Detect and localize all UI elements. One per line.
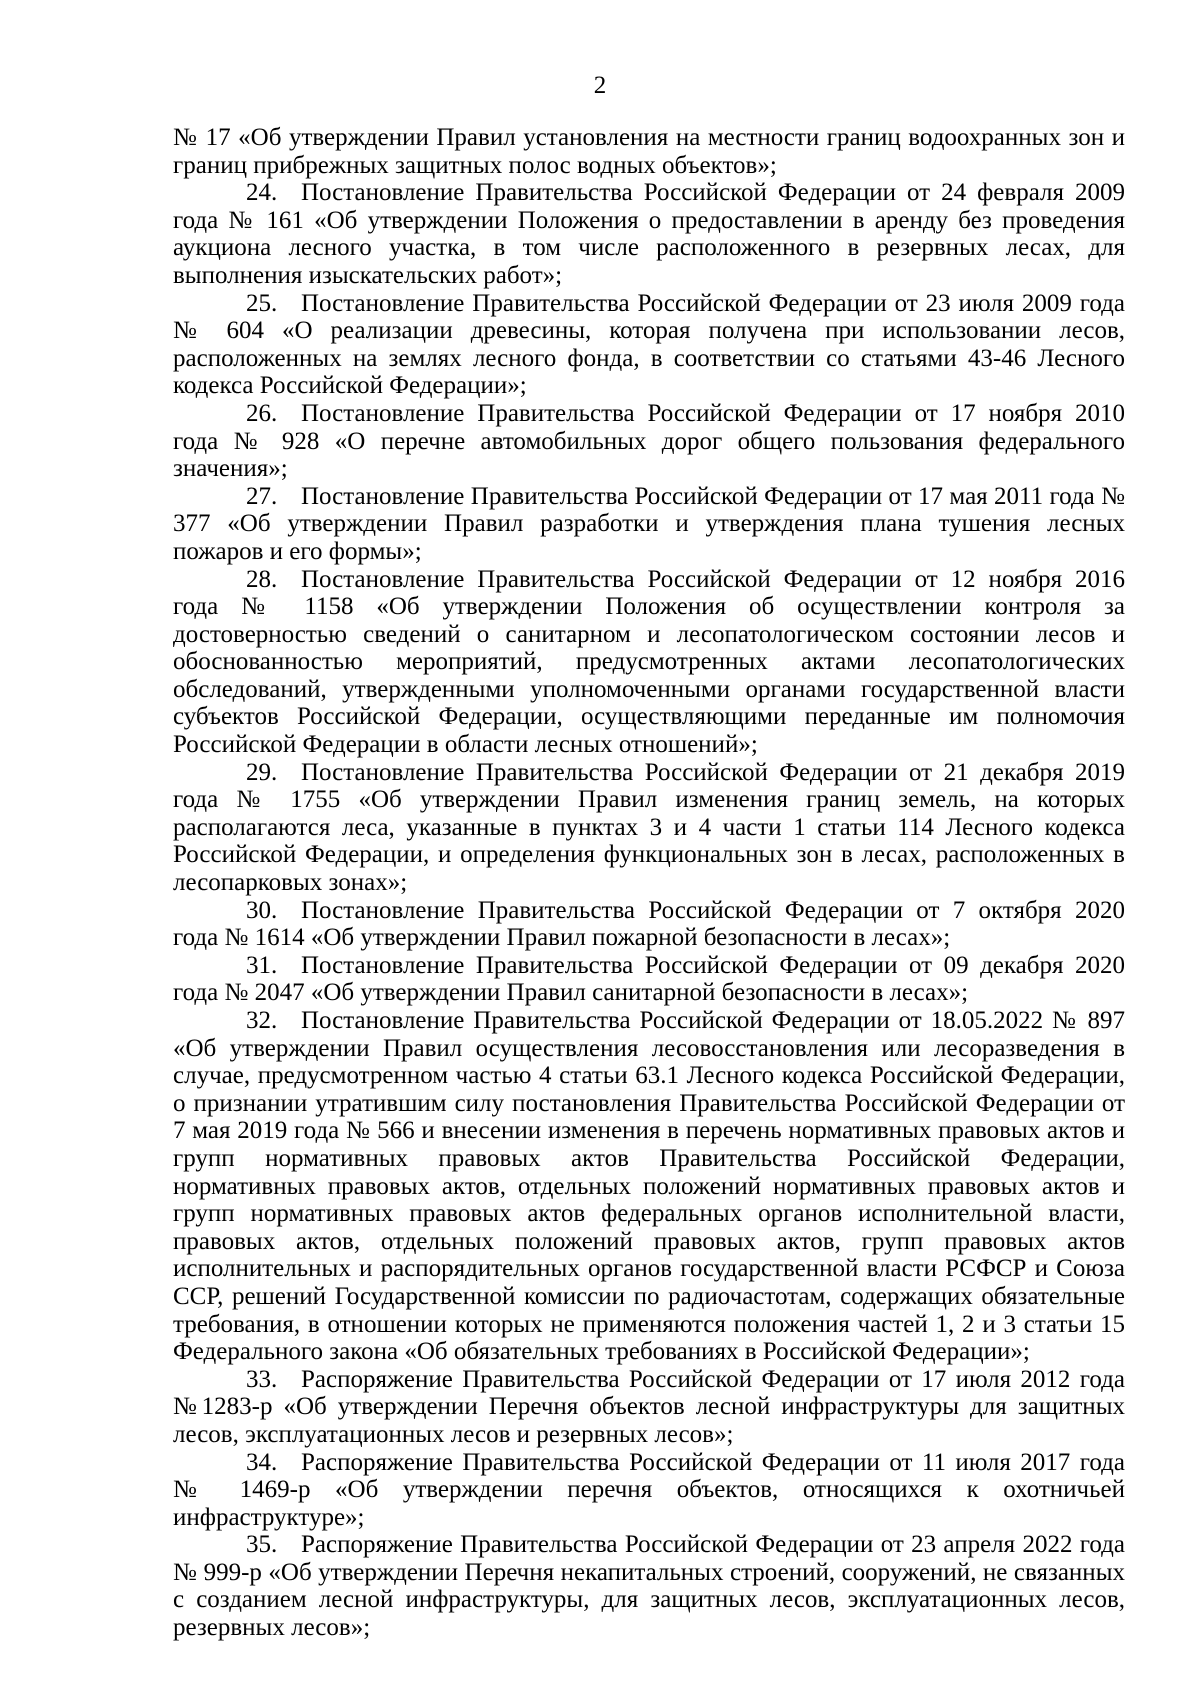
list-item-text: Постановление Правительства Российской Федерации от 23 июля 2009 года № 604 «О реализации древесины, которая получена при использовании лесов, расположенных на землях лесного фонда, в соответствии со статьями 43-46 Лесного кодекса Российской Федерации»; [173, 289, 1125, 400]
list-item [173, 1449, 1125, 1532]
list-item-number: 32. [246, 1007, 278, 1034]
continuation-paragraph: № 17 «Об утверждении Правил установления на местности границ водоохранных зон и границ прибрежных защитных полос водных объектов»; [173, 124, 1125, 179]
list-item [173, 290, 1125, 400]
list-item-number: 27. [246, 482, 278, 510]
list-item-number: 35. [246, 1531, 278, 1559]
list-item-text: Распоряжение Правительства Российской Федерации от 17 июля 2012 года №1283-р «Об утверждении Перечня объектов лесной инфраструктуры для защитных лесов, эксплуатационных лесов и резервных лесов»; [173, 1365, 1125, 1448]
list-item-text: Постановление Правительства Российской Федерации от 17 ноября 2010 года № 928 «О перечне автомобильных дорог общего пользования федерального значения»; [173, 399, 1125, 483]
list-item [173, 483, 1125, 566]
list-item [173, 1366, 1125, 1449]
list-item-text: Постановление Правительства Российской Федерации от 17 мая 2011 года № 377 «Об утверждении Правил разработки и утверждения плана тушения лесных пожаров и его формы»; [173, 482, 1125, 565]
list-item-number: 26. [246, 399, 278, 427]
list-item [173, 952, 1125, 1007]
list-item [173, 1531, 1125, 1641]
list-item [173, 897, 1125, 952]
list-item-text: Постановление Правительства Российской Федерации от 12 ноября 2016 года № 1158 «Об утверждении Положения об осуществлении контроля за достоверностью сведений о санитарном и лесопатологическом состоянии лесов и обоснованностью мероприятий, предусмотренных актами лесопатологических обследований, утвержденными уполномоченными органами государственной власти субъектов Российской Федерации, осуществляющими переданные им полномочия Российской Федерации в области лесных отношений»; [173, 565, 1125, 759]
list-item-text: Постановление Правительства Российской Федерации от 24 февраля 2009 года № 161 «Об утверждении Положения о предоставлении в аренду без проведения аукциона лесного участка, в том числе расположенного в резервных лесах, для выполнения изыскательских работ»; [173, 179, 1125, 289]
list-item [173, 400, 1125, 483]
list-item-number: 29. [246, 758, 278, 786]
list-item-number: 25. [246, 289, 278, 317]
list-item-number: 28. [246, 565, 278, 593]
list-item [173, 566, 1125, 759]
list-item [173, 1007, 1125, 1366]
list-item-number: 34. [246, 1448, 278, 1476]
list-item-number: 33. [246, 1365, 278, 1393]
list-item-text: Постановление Правительства Российской Федерации от 09 декабря 2020 года № 2047 «Об утверждении Правил санитарной безопасности в лесах»; [173, 951, 1125, 1007]
list-item [173, 759, 1125, 897]
list-item-text: Распоряжение Правительства Российской Федерации от 11 июля 2017 года № 1469-р «Об утверждении перечня объектов, относящихся к охотничьей инфраструктуре»; [173, 1448, 1125, 1531]
list-item-number: 30. [246, 896, 278, 924]
list-item-number: 24. [246, 179, 278, 207]
list-item-number: 31. [246, 951, 278, 979]
list-item-text: Постановление Правительства Российской Федерации от 18.05.2022 № 897 «Об утверждении Правил осуществления лесовосстановления или лесоразведения в случае, предусмотренном частью 4 статьи 63.1 Лесного кодекса Российской Федерации, о признании утратившим силу постановления Правительства Российской Федерации от 7 мая 2019 года № 566 и внесении изменения в перечень нормативных правовых актов и групп нормативных правовых актов Правительства Российской Федерации, нормативных правовых актов, отдельных положений нормативных правовых актов и групп нормативных правовых актов федеральных органов исполнительной власти, правовых актов, отдельных положений правовых актов, групп правовых актов исполнительных и распорядительных органов государственной власти РСФСР и Союза ССР, решений Государственной комиссии по радиочастотам, содержащих обязательные требования, в отношении которых не применяются положения частей 1, 2 и 3 статьи 15 Федерального закона «Об обязательных требованиях в Российской Федерации»; [173, 1007, 1125, 1366]
list-item-text: Распоряжение Правительства Российской Федерации от 23 апреля 2022 года № 999-р «Об утверждении Перечня некапитальных строений, сооружений, не связанных с созданием лесной инфраструктуры, для защитных лесов, эксплуатационных лесов, резервных лесов»; [173, 1531, 1125, 1642]
list-item [173, 179, 1125, 289]
list-item-text: Постановление Правительства Российской Федерации от 7 октября 2020 года № 1614 «Об утверждении Правил пожарной безопасности в лесах»; [173, 896, 1125, 952]
numbered-list [173, 179, 1125, 1641]
list-item-text: Постановление Правительства Российской Федерации от 21 декабря 2019 года № 1755 «Об утверждении Правил изменения границ земель, на которых располагаются леса, указанные в пунктах 3 и 4 части 1 статьи 114 Лесного кодекса Российской Федерации, и определения функциональных зон в лесах, расположенных в лесопарковых зонах»; [173, 758, 1125, 897]
document-body [173, 124, 1125, 1642]
page-number: 2 [593, 72, 607, 99]
